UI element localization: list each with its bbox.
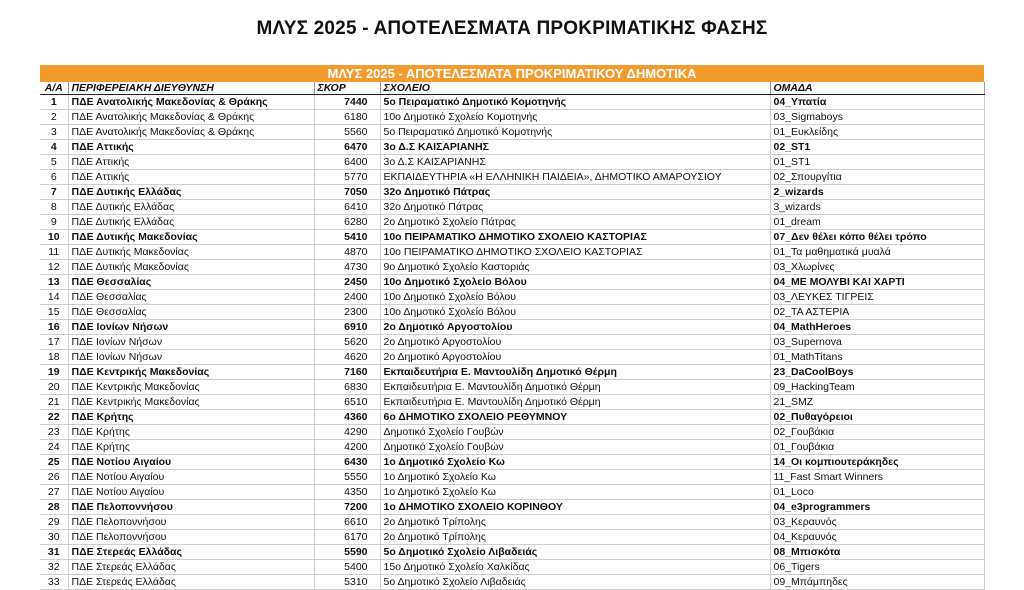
table-row	[40, 425, 984, 440]
row-score: 4350	[314, 485, 380, 500]
row-score: 6430	[314, 455, 380, 470]
table-body	[40, 95, 984, 590]
row-region: ΠΔΕ Αττικής	[68, 155, 314, 170]
table-row	[40, 185, 984, 200]
row-team: 06_Tigers	[770, 560, 984, 575]
row-score: 7440	[314, 95, 380, 110]
table-header-row	[40, 82, 984, 95]
row-aa: 23	[40, 425, 68, 440]
row-school: 1ο Δημοτικό Σχολείο Κω	[380, 470, 770, 485]
header-school: ΣΧΟΛΕΙΟ	[380, 82, 770, 95]
row-team: 09_Μπάμπηδες	[770, 575, 984, 590]
table-row	[40, 230, 984, 245]
row-score: 6910	[314, 320, 380, 335]
row-aa: 11	[40, 245, 68, 260]
row-aa: 20	[40, 380, 68, 395]
row-score: 6510	[314, 395, 380, 410]
row-team: 09_HackingTeam	[770, 380, 984, 395]
row-aa: 21	[40, 395, 68, 410]
row-aa: 27	[40, 485, 68, 500]
table-row	[40, 95, 984, 110]
row-score: 7160	[314, 365, 380, 380]
row-school: 3ο Δ.Σ ΚΑΙΣΑΡΙΑΝΗΣ	[380, 140, 770, 155]
row-aa: 2	[40, 110, 68, 125]
row-school: 10ο Δημοτικό Σχολείο Βόλου	[380, 275, 770, 290]
row-aa: 8	[40, 200, 68, 215]
row-score: 4360	[314, 410, 380, 425]
table-banner: ΜΛΥΣ 2025 - ΑΠΟΤΕΛΕΣΜΑΤΑ ΠΡΟΚΡΙΜΑΤΙΚΟΥ ΔΗΜΟΤΙΚΑ	[40, 65, 984, 82]
row-school: 10ο ΠΕΙΡΑΜΑΤΙΚΟ ΔΗΜΟΤΙΚΟ ΣΧΟΛΕΙΟ ΚΑΣΤΟΡΙΑΣ	[380, 230, 770, 245]
row-aa: 33	[40, 575, 68, 590]
row-team: 03_Κεραυνός	[770, 515, 984, 530]
row-score: 7050	[314, 185, 380, 200]
row-team: 02_ΤΑ ΑΣΤΕΡΙΑ	[770, 305, 984, 320]
row-aa: 5	[40, 155, 68, 170]
row-score: 4290	[314, 425, 380, 440]
row-score: 5770	[314, 170, 380, 185]
row-region: ΠΔΕ Θεσσαλίας	[68, 275, 314, 290]
row-score: 6470	[314, 140, 380, 155]
row-aa: 9	[40, 215, 68, 230]
table-row	[40, 500, 984, 515]
table-row	[40, 320, 984, 335]
table-row	[40, 155, 984, 170]
row-region: ΠΔΕ Κρήτης	[68, 410, 314, 425]
row-score: 5560	[314, 125, 380, 140]
row-school: 5ο Δημοτικό Σχολείο Λιβαδειάς	[380, 575, 770, 590]
row-school: Εκπαιδευτήρια Ε. Μαντουλίδη Δημοτικό Θέρμη	[380, 365, 770, 380]
table-row	[40, 170, 984, 185]
table-row	[40, 305, 984, 320]
row-team: 04_Κεραυνός	[770, 530, 984, 545]
row-school: 2ο Δημοτικό Αργοστολίου	[380, 350, 770, 365]
table-row	[40, 275, 984, 290]
header-aa: Α/Α	[40, 82, 68, 95]
row-team: 01_Γουβάκια	[770, 440, 984, 455]
row-school: 1ο Δημοτικό Σχολείο Κω	[380, 485, 770, 500]
row-region: ΠΔΕ Νοτίου Αιγαίου	[68, 485, 314, 500]
row-aa: 10	[40, 230, 68, 245]
row-score: 5410	[314, 230, 380, 245]
row-school: Δημοτικό Σχολείο Γουβών	[380, 425, 770, 440]
row-aa: 24	[40, 440, 68, 455]
row-school: 2ο Δημοτικό Αργοστολίου	[380, 335, 770, 350]
row-school: 10ο Δημοτικό Σχολείο Βόλου	[380, 305, 770, 320]
row-aa: 31	[40, 545, 68, 560]
row-school: 5ο Δημοτικό Σχολείο Λιβαδειάς	[380, 545, 770, 560]
row-aa: 30	[40, 530, 68, 545]
row-school: 5ο Πειραματικό Δημοτικό Κομοτηνής	[380, 95, 770, 110]
row-region: ΠΔΕ Δυτικής Ελλάδας	[68, 185, 314, 200]
table-row	[40, 335, 984, 350]
row-school: 1ο Δημοτικό Σχολείο Κω	[380, 455, 770, 470]
row-score: 4870	[314, 245, 380, 260]
row-team: 03_Χλωρίνες	[770, 260, 984, 275]
row-school: Εκπαιδευτήρια Ε. Μαντουλίδη Δημοτικό Θέρμη	[380, 380, 770, 395]
row-region: ΠΔΕ Κεντρικής Μακεδονίας	[68, 380, 314, 395]
row-score: 6180	[314, 110, 380, 125]
row-school: 10ο Δημοτικό Σχολείο Βόλου	[380, 290, 770, 305]
row-region: ΠΔΕ Ιονίων Νήσων	[68, 320, 314, 335]
row-aa: 29	[40, 515, 68, 530]
table-row	[40, 290, 984, 305]
row-team: 07_Δεν θέλει κόπο θέλει τρόπο	[770, 230, 984, 245]
row-region: ΠΔΕ Ανατολικής Μακεδονίας & Θράκης	[68, 95, 314, 110]
row-score: 6610	[314, 515, 380, 530]
row-team: 21_SMZ	[770, 395, 984, 410]
row-aa: 15	[40, 305, 68, 320]
row-score: 6830	[314, 380, 380, 395]
table-row	[40, 530, 984, 545]
row-region: ΠΔΕ Κεντρικής Μακεδονίας	[68, 395, 314, 410]
row-score: 2450	[314, 275, 380, 290]
row-aa: 6	[40, 170, 68, 185]
row-aa: 26	[40, 470, 68, 485]
row-region: ΠΔΕ Στερεάς Ελλάδας	[68, 560, 314, 575]
row-score: 7200	[314, 500, 380, 515]
row-score: 5550	[314, 470, 380, 485]
row-school: 32ο Δημοτικό Πάτρας	[380, 200, 770, 215]
row-team: 02_Γουβάκια	[770, 425, 984, 440]
row-team: 11_Fast Smart Winners	[770, 470, 984, 485]
results-sheet	[40, 65, 984, 590]
row-region: ΠΔΕ Κρήτης	[68, 440, 314, 455]
row-team: 02_Πυθαγόρειοι	[770, 410, 984, 425]
row-aa: 19	[40, 365, 68, 380]
row-school: 2ο Δημοτικό Σχολείο Πάτρας	[380, 215, 770, 230]
row-school: 32ο Δημοτικό Πάτρας	[380, 185, 770, 200]
row-team: 02_Σπουργίτια	[770, 170, 984, 185]
row-region: ΠΔΕ Στερεάς Ελλάδας	[68, 575, 314, 590]
row-team: 01_Τα μαθηματικά μυαλά	[770, 245, 984, 260]
row-region: ΠΔΕ Πελοποννήσου	[68, 515, 314, 530]
table-row	[40, 395, 984, 410]
row-score: 5620	[314, 335, 380, 350]
page-title: ΜΛΥΣ 2025 - ΑΠΟΤΕΛΕΣΜΑΤΑ ΠΡΟΚΡΙΜΑΤΙΚΗΣ ΦΑΣΗΣ	[256, 18, 768, 39]
row-region: ΠΔΕ Κεντρικής Μακεδονίας	[68, 365, 314, 380]
row-team: 03_ΛΕΥΚΕΣ ΤΙΓΡΕΙΣ	[770, 290, 984, 305]
row-score: 5590	[314, 545, 380, 560]
row-region: ΠΔΕ Ανατολικής Μακεδονίας & Θράκης	[68, 125, 314, 140]
row-aa: 16	[40, 320, 68, 335]
table-row	[40, 125, 984, 140]
row-team: 01_ST1	[770, 155, 984, 170]
row-school: 9ο Δημοτικό Σχολείο Καστοριάς	[380, 260, 770, 275]
row-team: 23_DaCoolBoys	[770, 365, 984, 380]
row-school: 3ο Δ.Σ ΚΑΙΣΑΡΙΑΝΗΣ	[380, 155, 770, 170]
row-school: 5ο Πειραματικό Δημοτικό Κομοτηνής	[380, 125, 770, 140]
row-score: 6170	[314, 530, 380, 545]
row-region: ΠΔΕ Αττικής	[68, 170, 314, 185]
row-region: ΠΔΕ Δυτικής Μακεδονίας	[68, 245, 314, 260]
row-region: ΠΔΕ Στερεάς Ελλάδας	[68, 545, 314, 560]
row-team: 04_Υπατία	[770, 95, 984, 110]
row-aa: 12	[40, 260, 68, 275]
row-team: 01_Ευκλείδης	[770, 125, 984, 140]
row-region: ΠΔΕ Ιονίων Νήσων	[68, 335, 314, 350]
row-aa: 22	[40, 410, 68, 425]
row-team: 14_Οι κομπιουτεράκηδες	[770, 455, 984, 470]
row-region: ΠΔΕ Θεσσαλίας	[68, 305, 314, 320]
table-row	[40, 560, 984, 575]
header-region: ΠΕΡΙΦΕΡΕΙΑΚΗ ΔΙΕΥΘΥΝΣΗ	[68, 82, 314, 95]
row-school: 15ο Δημοτικό Σχολείο Χαλκίδας	[380, 560, 770, 575]
row-score: 6410	[314, 200, 380, 215]
row-score: 4200	[314, 440, 380, 455]
table-row	[40, 485, 984, 500]
row-team: 2_wizards	[770, 185, 984, 200]
row-aa: 7	[40, 185, 68, 200]
row-aa: 1	[40, 95, 68, 110]
row-school: 2ο Δημοτικό Τρίπολης	[380, 530, 770, 545]
row-school: 2ο Δημοτικό Αργοστολίου	[380, 320, 770, 335]
table-row	[40, 200, 984, 215]
row-aa: 14	[40, 290, 68, 305]
table-row	[40, 140, 984, 155]
row-aa: 4	[40, 140, 68, 155]
header-score: ΣΚΟΡ	[314, 82, 380, 95]
row-region: ΠΔΕ Πελοποννήσου	[68, 530, 314, 545]
row-score: 5310	[314, 575, 380, 590]
row-team: 01_MathTitans	[770, 350, 984, 365]
row-region: ΠΔΕ Ιονίων Νήσων	[68, 350, 314, 365]
row-score: 2300	[314, 305, 380, 320]
results-table	[40, 82, 985, 590]
row-score: 5400	[314, 560, 380, 575]
table-row	[40, 440, 984, 455]
row-aa: 32	[40, 560, 68, 575]
row-aa: 13	[40, 275, 68, 290]
row-score: 4730	[314, 260, 380, 275]
row-school: Εκπαιδευτήρια Ε. Μαντουλίδη Δημοτικό Θέρμη	[380, 395, 770, 410]
table-row	[40, 545, 984, 560]
row-aa: 25	[40, 455, 68, 470]
row-region: ΠΔΕ Κρήτης	[68, 425, 314, 440]
table-row	[40, 515, 984, 530]
row-score: 4620	[314, 350, 380, 365]
row-region: ΠΔΕ Πελοποννήσου	[68, 500, 314, 515]
row-team: 3_wizards	[770, 200, 984, 215]
table-row	[40, 455, 984, 470]
row-aa: 3	[40, 125, 68, 140]
table-row	[40, 410, 984, 425]
row-team: 04_MathHeroes	[770, 320, 984, 335]
row-school: 6ο ΔΗΜΟΤΙΚΟ ΣΧΟΛΕΙΟ ΡΕΘΥΜΝΟΥ	[380, 410, 770, 425]
row-region: ΠΔΕ Θεσσαλίας	[68, 290, 314, 305]
table-row	[40, 350, 984, 365]
row-region: ΠΔΕ Νοτίου Αιγαίου	[68, 455, 314, 470]
row-team: 03_Supernova	[770, 335, 984, 350]
row-score: 6400	[314, 155, 380, 170]
row-region: ΠΔΕ Ανατολικής Μακεδονίας & Θράκης	[68, 110, 314, 125]
row-region: ΠΔΕ Δυτικής Ελλάδας	[68, 215, 314, 230]
table-row	[40, 215, 984, 230]
header-team: ΟΜΑΔΑ	[770, 82, 984, 95]
row-team: 02_ST1	[770, 140, 984, 155]
row-school: 10ο Δημοτικό Σχολείο Κομοτηνής	[380, 110, 770, 125]
row-aa: 28	[40, 500, 68, 515]
table-row	[40, 470, 984, 485]
row-aa: 18	[40, 350, 68, 365]
row-region: ΠΔΕ Δυτικής Ελλάδας	[68, 200, 314, 215]
row-school: ΕΚΠΑΙΔΕΥΤΗΡΙΑ «Η ΕΛΛΗΝΙΚΗ ΠΑΙΔΕΙΑ», ΔΗΜΟΤΙΚΟ ΑΜΑΡΟΥΣΙΟΥ	[380, 170, 770, 185]
table-row	[40, 575, 984, 590]
row-school: 10ο ΠΕΙΡΑΜΑΤΙΚΟ ΔΗΜΟΤΙΚΟ ΣΧΟΛΕΙΟ ΚΑΣΤΟΡΙΑΣ	[380, 245, 770, 260]
row-region: ΠΔΕ Αττικής	[68, 140, 314, 155]
row-team: 03_Sigmaboys	[770, 110, 984, 125]
table-row	[40, 380, 984, 395]
row-score: 2400	[314, 290, 380, 305]
table-row	[40, 260, 984, 275]
row-region: ΠΔΕ Νοτίου Αιγαίου	[68, 470, 314, 485]
table-row	[40, 365, 984, 380]
row-school: 1ο ΔΗΜΟΤΙΚΟ ΣΧΟΛΕΙΟ ΚΟΡΙΝΘΟΥ	[380, 500, 770, 515]
row-aa: 17	[40, 335, 68, 350]
row-region: ΠΔΕ Δυτικής Μακεδονίας	[68, 230, 314, 245]
row-team: 04_e3programmers	[770, 500, 984, 515]
row-team: 01_Loco	[770, 485, 984, 500]
row-region: ΠΔΕ Δυτικής Μακεδονίας	[68, 260, 314, 275]
row-score: 6280	[314, 215, 380, 230]
row-team: 04_ΜΕ ΜΟΛΥΒΙ ΚΑΙ ΧΑΡΤΙ	[770, 275, 984, 290]
row-team: 08_Μπισκότα	[770, 545, 984, 560]
row-school: 2ο Δημοτικό Τρίπολης	[380, 515, 770, 530]
table-row	[40, 245, 984, 260]
row-school: Δημοτικό Σχολείο Γουβών	[380, 440, 770, 455]
table-row	[40, 110, 984, 125]
row-team: 01_dream	[770, 215, 984, 230]
